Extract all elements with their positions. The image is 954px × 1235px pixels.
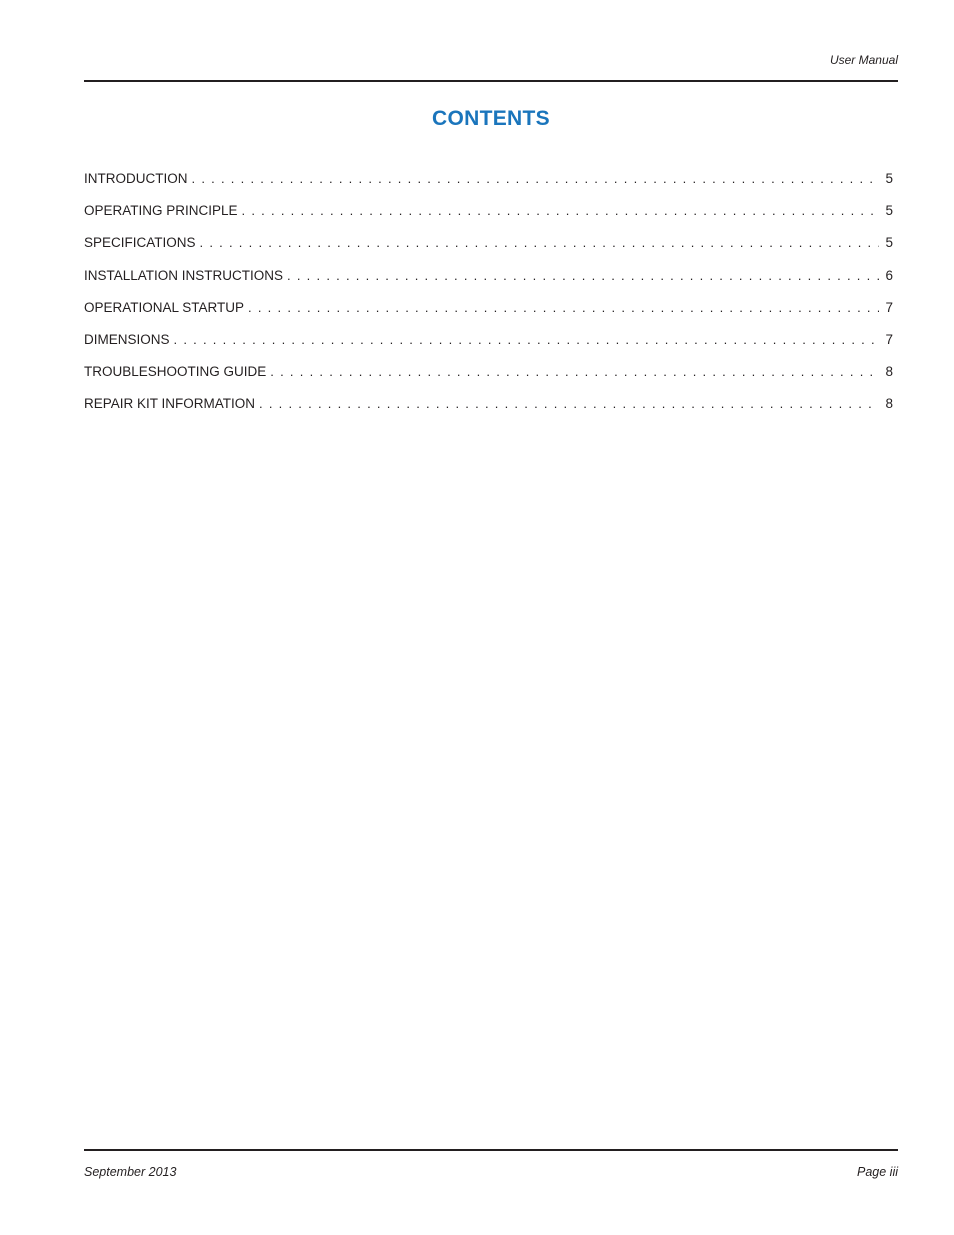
toc-entry-page: 5 [885,171,893,186]
footer-date: September 2013 [84,1165,177,1179]
toc-entry-label: SPECIFICATIONS [84,235,196,251]
toc-entry-label: TROUBLESHOOTING GUIDE [84,364,267,380]
header-label: User Manual [829,53,898,67]
footer-divider [84,1149,898,1151]
toc-entry-page: 5 [885,235,893,251]
toc-entry-label: INTRODUCTION [84,171,188,186]
toc-entry-repair-kit-information[interactable] [84,395,893,427]
toc-entry-operating-principle[interactable] [84,202,893,234]
table-of-contents [84,170,893,428]
toc-entry-troubleshooting-guide[interactable] [84,363,893,395]
toc-entry-label: INSTALLATION INSTRUCTIONS [84,267,284,283]
toc-dot-leader [259,395,879,413]
toc-dot-leader [192,170,880,188]
toc-entry-label: OPERATING PRINCIPLE [84,203,238,219]
toc-entry-page: 8 [885,364,893,380]
toc-entry-page: 6 [885,267,893,283]
toc-entry-page: 7 [885,299,893,315]
footer-page-number: Page iii [857,1165,898,1179]
toc-dot-leader [174,331,880,349]
toc-entry-introduction[interactable] [84,170,893,202]
page-title: CONTENTS [432,107,550,130]
toc-entry-dimensions[interactable] [84,331,893,363]
toc-entry-label: REPAIR KIT INFORMATION [84,396,256,412]
toc-dot-leader [287,267,879,285]
toc-dot-leader [248,299,879,317]
toc-entry-operational-startup[interactable] [84,299,893,331]
toc-entry-label: DIMENSIONS [84,331,170,347]
toc-entry-page: 8 [885,396,893,412]
toc-dot-leader [200,234,880,252]
toc-entry-label: OPERATIONAL STARTUP [84,299,245,315]
toc-entry-specifications[interactable] [84,234,893,266]
header-divider [84,80,898,82]
toc-entry-page: 7 [885,331,893,347]
toc-entry-installation-instructions[interactable] [84,267,893,299]
toc-entry-page: 5 [885,203,893,219]
toc-dot-leader [270,363,879,381]
toc-dot-leader [242,202,880,220]
